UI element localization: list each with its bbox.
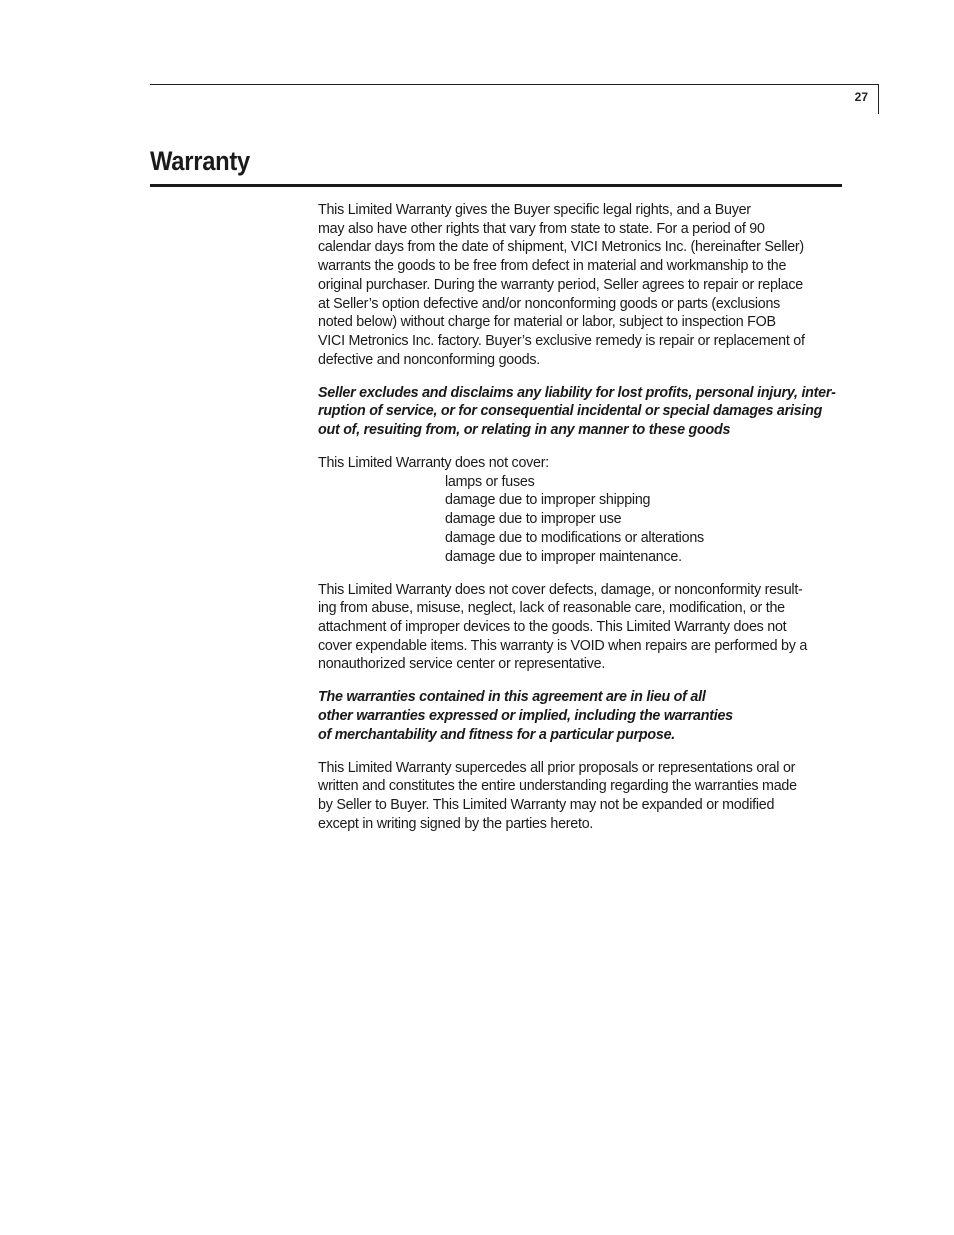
- closing-paragraph: [318, 759, 844, 834]
- text-line: other warranties expressed or implied, including the warranties: [318, 708, 733, 725]
- text-line: The warranties contained in this agreement are in lieu of all: [318, 689, 706, 706]
- text-line: may also have other rights that vary from state to state. For a period of 90: [318, 220, 765, 237]
- header-rule: [150, 84, 879, 85]
- text-line: warrants the goods to be free from defect in material and workmanship to the: [318, 258, 787, 275]
- text-line: attachment of improper devices to the goods. This Limited Warranty does not: [318, 618, 787, 635]
- text-line: ruption of service, or for consequential incidental or special damages arising: [318, 403, 823, 420]
- text-line: written and constitutes the entire understanding regarding the warranties made: [318, 778, 797, 795]
- text-line: This Limited Warranty does not cover defects, damage, or nonconformity result-: [318, 581, 803, 598]
- exclusions-section: [318, 454, 844, 566]
- list-item: damage due to improper use: [445, 511, 622, 528]
- text-line: calendar days from the date of shipment, VICI Metronics Inc. (hereinafter Seller): [318, 239, 804, 256]
- title-rule: [150, 184, 842, 187]
- exclusion-list: [318, 473, 844, 567]
- text-line: Seller excludes and disclaims any liability for lost profits, personal injury, inter-: [318, 384, 836, 401]
- text-line: of merchantability and fitness for a particular purpose.: [318, 726, 676, 743]
- text-line: original purchaser. During the warranty period, Seller agrees to repair or replace: [318, 276, 803, 293]
- warranty-body: [318, 201, 844, 848]
- text-line: This Limited Warranty supercedes all prior proposals or representations oral or: [318, 759, 796, 776]
- lieu-of-warranties-statement: [318, 688, 844, 744]
- text-line: VICI Metronics Inc. factory. Buyer’s exclusive remedy is repair or replacement of: [318, 332, 805, 349]
- page-number: 27: [854, 90, 868, 104]
- list-item: damage due to modifications or alterations: [445, 529, 704, 546]
- defects-paragraph: [318, 581, 844, 675]
- page-title: Warranty: [150, 146, 251, 176]
- text-line: by Seller to Buyer. This Limited Warranty may not be expanded or modified: [318, 797, 775, 814]
- header-corner-tick: [878, 84, 879, 114]
- text-line: ing from abuse, misuse, neglect, lack of reasonable care, modification, or the: [318, 600, 785, 617]
- text-line: This Limited Warranty gives the Buyer specific legal rights, and a Buyer: [318, 202, 751, 218]
- text-line: cover expendable items. This warranty is VOID when repairs are performed by a: [318, 637, 808, 654]
- text-line: noted below) without charge for material or labor, subject to inspection FOB: [318, 314, 776, 331]
- text-line: except in writing signed by the parties hereto.: [318, 815, 594, 832]
- text-line: defective and nonconforming goods.: [318, 351, 540, 368]
- text-line: nonauthorized service center or representative.: [318, 656, 606, 673]
- exclusions-heading: This Limited Warranty does not cover:: [318, 455, 549, 472]
- intro-paragraph: [318, 201, 844, 369]
- list-item: lamps or fuses: [445, 473, 535, 490]
- text-line: at Seller’s option defective and/or nonconforming goods or parts (exclusions: [318, 295, 781, 312]
- liability-disclaimer: [318, 384, 844, 440]
- text-line: out of, resuiting from, or relating in any manner to these goods: [318, 422, 731, 439]
- list-item: damage due to improper shipping: [445, 492, 651, 509]
- list-item: damage due to improper maintenance.: [445, 548, 682, 565]
